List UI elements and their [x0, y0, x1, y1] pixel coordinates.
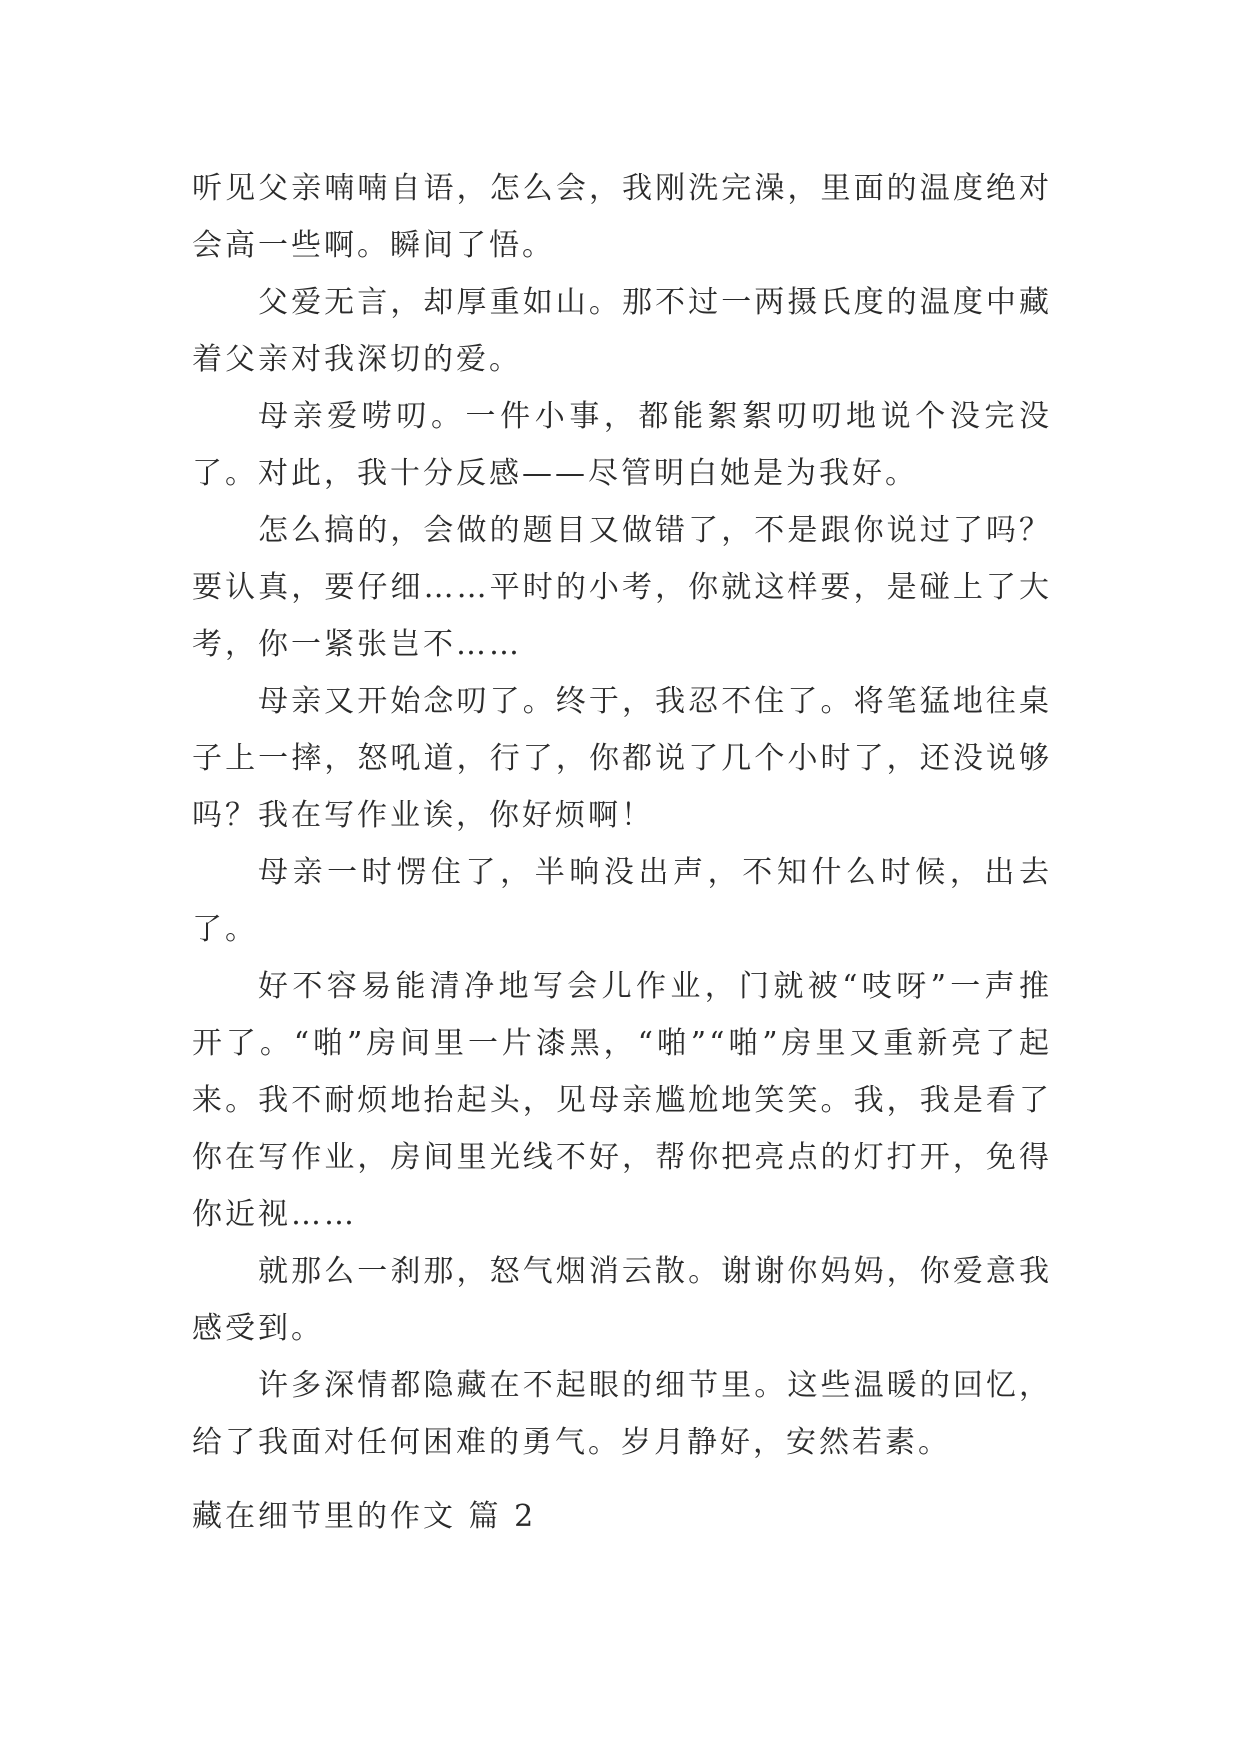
essay-paragraph: 怎么搞的，会做的题目又做错了，不是跟你说过了吗？要认真，要仔细……平时的小考，你就这样要，是碰上了大考，你一紧张岂不……	[192, 513, 1052, 662]
essay-paragraph: 就那么一刹那，怒气烟消云散。谢谢你妈妈，你爱意我感受到。	[192, 1254, 1052, 1346]
essay-paragraph: 许多深情都隐藏在不起眼的细节里。这些温暖的回忆，给了我面对任何困难的勇气。岁月静好，安然若素。	[192, 1368, 1052, 1460]
essay-paragraph: 母亲爱唠叨。一件小事，都能絮絮叨叨地说个没完没了。对此，我十分反感——尽管明白她是为我好。	[192, 399, 1052, 491]
essay-paragraph-continued: 听见父亲喃喃自语，怎么会，我刚洗完澡，里面的温度绝对会高一些啊。瞬间了悟。	[192, 171, 1052, 263]
essay-paragraph: 母亲又开始念叨了。终于，我忍不住了。将笔猛地往桌子上一摔，怒吼道，行了，你都说了几个小时了，还没说够吗？我在写作业诶，你好烦啊！	[192, 684, 1052, 833]
section-heading: 藏在细节里的作文 篇 2	[192, 1499, 537, 1534]
essay-paragraph: 母亲一时愣住了，半晌没出声，不知什么时候，出去了。	[192, 855, 1052, 947]
essay-paragraph: 父爱无言，却厚重如山。那不过一两摄氏度的温度中藏着父亲对我深切的爱。	[192, 285, 1052, 377]
essay-paragraph: 好不容易能清净地写会儿作业，门就被“吱呀”一声推开了。“啪”房间里一片漆黑，“啪”“啪”房里又重新亮了起来。我不耐烦地抬起头，见母亲尴尬地笑笑。我，我是看了你在写作业，房间里光线不好，帮你把亮点的灯打开，免得你近视……	[192, 969, 1052, 1232]
essay-body	[192, 160, 1052, 1471]
